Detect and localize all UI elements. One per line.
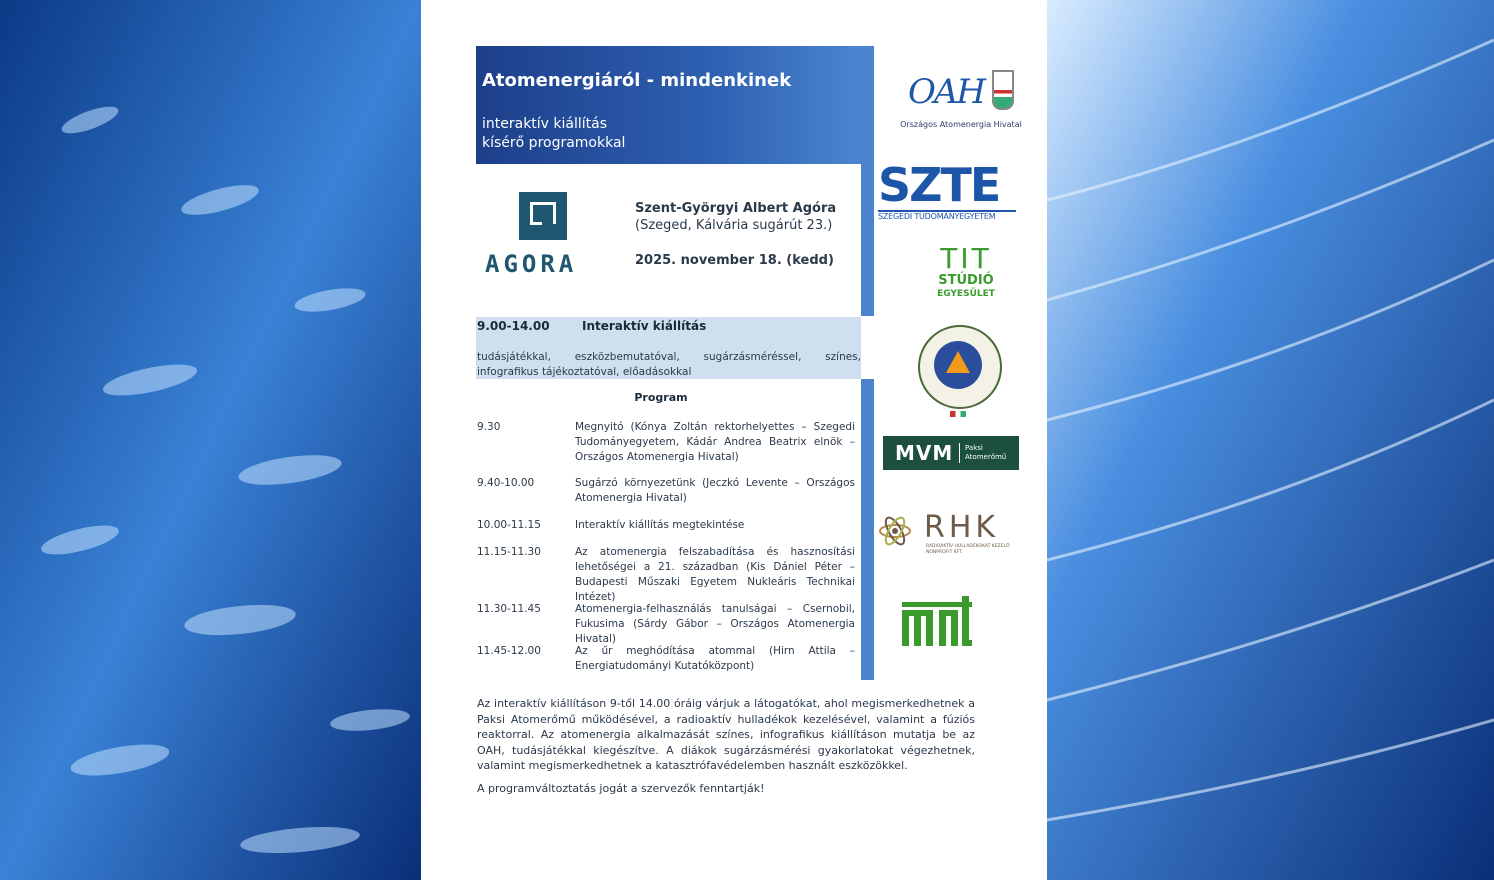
program-text: Megnyitó (Kónya Zoltán rektorhelyettes – Szegedi Tudományegyetem, Kádár Andrea Beatrix elnök – Országos Atomenergia Hivatal)	[575, 421, 855, 463]
program-time: 11.15-11.30	[477, 546, 541, 558]
program-time: 11.30-11.45	[477, 603, 541, 615]
program-text: Atomenergia-felhasználás tanulságai – Csernobil, Fukusima (Sárdy Gábor – Országos Atomenergia Hivatal)	[575, 603, 855, 645]
mvm-divider	[959, 443, 960, 463]
background-right	[1047, 0, 1494, 880]
oah-caption: Országos Atomenergia Hivatal	[900, 120, 1022, 129]
event-date: 2025. november 18. (kedd)	[635, 253, 834, 268]
venue-info	[635, 200, 836, 234]
civil-protection-emblem	[912, 321, 1004, 421]
exhibit-title: Interaktív kiállítás	[582, 319, 707, 333]
agora-logo	[485, 192, 603, 278]
subtitle-line-1: interaktív kiállítás	[482, 116, 608, 132]
header-band	[476, 46, 861, 164]
side-bar-gap	[861, 316, 874, 379]
venue-address: (Szeged, Kálvária sugárút 23.)	[635, 218, 833, 233]
sponsor-logos	[876, 46, 1026, 666]
oah-mark: OAH	[908, 72, 985, 112]
rhk-caption: RADIOAKTÍV HULLADÉKOKAT KEZELŐ NONPROFIT KFT.	[926, 544, 1010, 555]
flyer-page	[421, 0, 1047, 880]
event-description: Az interaktív kiállításon 9-től 14.00 óráig várjuk a látogatókat, ahol megismerkedhetnek a Paksi Atomerőmű működésével, a radioaktív hulladékok kezelésével, valamint a fúziós reaktorral. Az atomenergia alkalmazását színes, infografikus kiállításon mutatja be az OAH, tudásjátékkal kiegészítve. A diákok sugárzásmérési gyakorlatokat végezhetnek, valamint megismerkedhetnek a katasztrófavédelemben használt eszközökkel.	[477, 697, 975, 772]
tit-line-2: EGYESÜLET	[937, 289, 995, 299]
program-time: 9.30	[477, 421, 501, 433]
szte-wordmark: SZTE	[878, 158, 1000, 212]
coat-of-arms-icon	[992, 70, 1014, 110]
exhibit-description: tudásjátékkal, eszközbemutatóval, sugárzásméréssel, színes, infografikus tájékoztatóval, előadásokkal	[477, 351, 861, 378]
background-left	[0, 0, 421, 880]
civil-defense-triangle-icon	[946, 351, 970, 373]
mvm-logo	[883, 436, 1019, 470]
oah-logo	[896, 66, 1026, 136]
mvm-caption-line-1: Paksi	[965, 444, 983, 452]
flag-ribbon-icon	[950, 411, 966, 417]
program-heading: Program	[634, 391, 688, 404]
tit-logo	[921, 244, 1011, 308]
agora-wordmark: AGORA	[485, 250, 578, 278]
szte-caption: SZEGEDI TUDOMÁNYEGYETEM	[878, 210, 1016, 221]
rhk-wordmark: RHK	[924, 510, 1000, 545]
program-time: 11.45-12.00	[477, 645, 541, 657]
mvm-caption-line-2: Atomerőmű	[965, 453, 1007, 461]
szte-logo	[878, 158, 1018, 224]
disclaimer-note: A programváltoztatás jogát a szervezők fenntartják!	[477, 782, 765, 795]
agora-mark-icon	[519, 192, 567, 240]
program-text: Az atomenergia felszabadítása és hasznosítási lehetőségei a 21. században (Kis Dániel Péter – Budapesti Műszaki Egyetem Nukleáris Technikai Intézet)	[575, 546, 855, 603]
tit-line-1: STÚDIÓ	[938, 273, 994, 288]
subtitle-line-2: kísérő programokkal	[482, 135, 626, 151]
atom-icon	[878, 514, 912, 548]
program-time: 9.40-10.00	[477, 477, 535, 489]
program-time: 10.00-11.15	[477, 519, 541, 531]
venue-name: Szent-Györgyi Albert Agóra	[635, 201, 837, 216]
exhibit-time: 9.00-14.00	[477, 319, 550, 333]
header-subtitle	[482, 115, 625, 153]
tit-wordmark: TIT	[940, 242, 992, 275]
program-text: Sugárzó környezetünk (Jeczkó Levente – Országos Atomenergia Hivatal)	[575, 477, 855, 504]
exhibit-box	[476, 317, 861, 379]
rhk-logo	[876, 512, 1021, 560]
program-text: Az űr meghódítása atommal (Hirn Attila – Energiatudományi Kutatóközpont)	[575, 645, 855, 672]
mvm-wordmark: MVM	[895, 441, 954, 465]
page-title: Atomenergiáról - mindenkinek	[482, 70, 792, 91]
mvm-caption	[965, 444, 1006, 462]
program-text: Interaktív kiállítás megtekintése	[575, 519, 745, 531]
mnt-logo	[902, 596, 972, 648]
mnt-logo-mark	[902, 596, 972, 648]
